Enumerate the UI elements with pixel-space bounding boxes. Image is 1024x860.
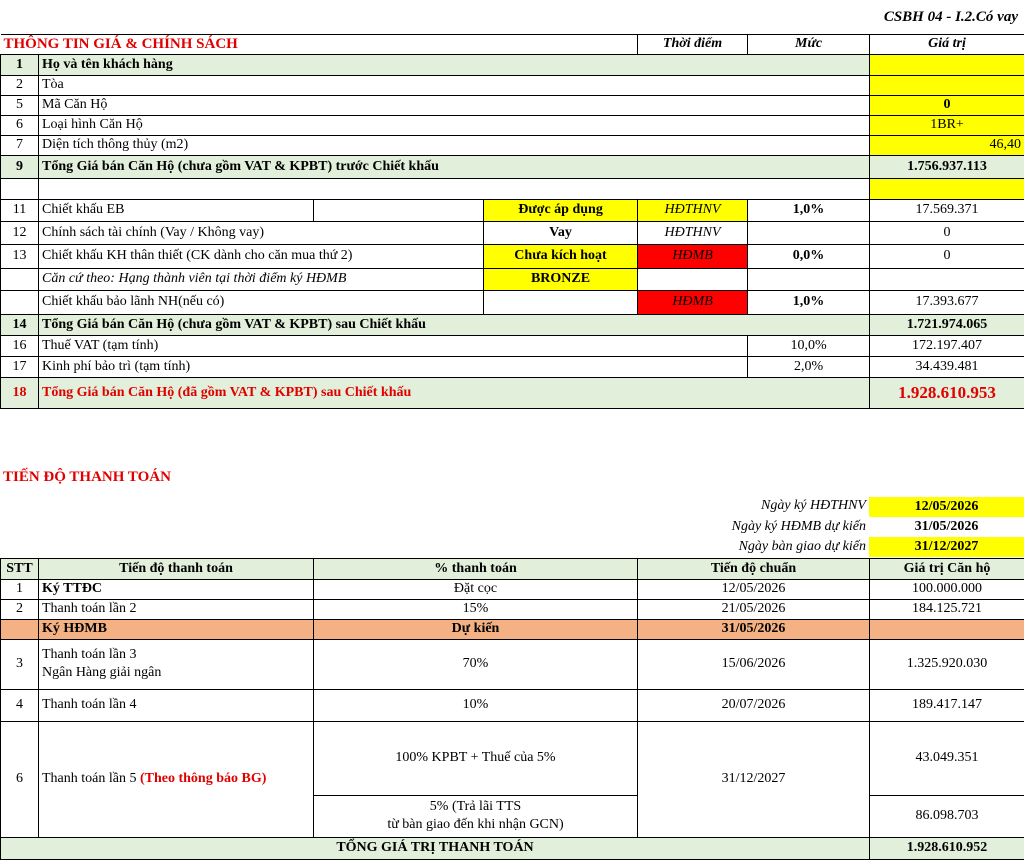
area-value[interactable]: 46,40 [870,136,1024,156]
contract-date-label: Ngày ký HĐMB dự kiến [731,519,866,534]
total-price-value: 1.928.610.953 [870,378,1024,409]
row-price-after: 14 Tổng Giá bán Căn Hộ (chưa gồm VAT & KPBT) sau Chiết khấu 1.721.974.065 [1,315,1024,336]
header-value: Giá trị [870,35,1024,55]
row-finance-policy: 12 Chính sách tài chính (Vay / Không vay) Vay HĐTHNV 0 [1,222,1024,245]
payment-total-row: TỔNG GIÁ TRỊ THANH TOÁN 1.928.610.952 [1,838,1024,860]
row-customer: 1 Họ và tên khách hàng [1,55,1024,76]
eb-status[interactable]: Được áp dụng [484,200,638,222]
row-bank-guarantee: Chiết khấu bảo lãnh NH(nếu có) HĐMB 1,0% 17.393.677 [1,291,1024,315]
price-policy-table [0,34,1024,409]
unit-code-value[interactable]: 0 [870,96,1024,116]
payment-schedule-table [0,558,1024,860]
row-unit-type: 6 Loại hình Căn Hộ 1BR+ [1,116,1024,136]
row-tower: 2 Tòa [1,76,1024,96]
row-total-price: 18 Tổng Giá bán Căn Hộ (đã gồm VAT & KPBT) sau Chiết khấu 1.928.610.953 [1,378,1024,409]
row-maintenance: 17 Kinh phí bảo trì (tạm tính) 2,0% 34.439.481 [1,357,1024,378]
payment-row-6b: 5% (Trả lãi TTS từ bàn giao đến khi nhận GCN) 86.098.703 [1,796,1024,838]
row-blank [1,179,1024,200]
sign-date-value[interactable]: 12/05/2026 [869,497,1024,517]
payment-row-1: 1 Ký TTĐC Đặt cọc 12/05/2026 100.000.000 [1,580,1024,600]
row-membership: Căn cứ theo: Hạng thành viên tại thời điểm ký HĐMB BRONZE [1,269,1024,291]
row-vat: 16 Thuế VAT (tạm tính) 10,0% 172.197.407 [1,336,1024,357]
row-price-before: 9 Tổng Giá bán Căn Hộ (chưa gồm VAT & KPBT) trước Chiết khấu 1.756.937.113 [1,156,1024,179]
price-after-value: 1.721.974.065 [870,315,1024,336]
contract-date-value: 31/05/2026 [914,519,979,534]
tower-value[interactable] [870,76,1024,96]
payment-row-6a: 6 Thanh toán lần 5 (Theo thông báo BG) 100% KPBT + Thuế của 5% 31/12/2027 43.049.351 [1,722,1024,796]
payment-row-2: 2 Thanh toán lần 2 15% 21/05/2026 184.125.721 [1,600,1024,620]
eb-time: HĐTHNV [638,200,748,222]
handover-date-value[interactable]: 31/12/2027 [869,537,1024,557]
finance-status[interactable]: Vay [484,222,638,245]
sign-date-label: Ngày ký HĐTHNV [761,498,866,513]
row-unit-code: 5 Mã Căn Hộ 0 [1,96,1024,116]
customer-name-value[interactable] [870,55,1024,76]
row-eb-discount: 11 Chiết khấu EB Được áp dụng HĐTHNV 1,0% 17.569.371 [1,200,1024,222]
document-code: CSBH 04 - I.2.Có vay [883,9,1018,25]
handover-date-label: Ngày bàn giao dự kiến [738,539,866,554]
header-level: Mức [748,35,870,55]
customer-name-label: Họ và tên khách hàng [39,55,870,76]
payment-row-contract: Ký HĐMB Dự kiến 31/05/2026 [1,620,1024,640]
row-loyalty: 13 Chiết khấu KH thân thiết (CK dành cho căn mua thứ 2) Chưa kích hoạt HĐMB 0,0% 0 [1,245,1024,269]
payment-row-3: 3 Thanh toán lần 3 Ngân Hàng giải ngân 70% 15/06/2026 1.325.920.030 [1,640,1024,690]
membership-tier[interactable]: BRONZE [484,269,638,291]
payment-header-row: STT Tiến độ thanh toán % thanh toán Tiến độ chuẩn Giá trị Căn hộ [1,559,1024,580]
price-before-value: 1.756.937.113 [870,156,1024,179]
section-title-payment: TIẾN ĐỘ THANH TOÁN [3,469,171,485]
loyalty-time: HĐMB [638,245,748,269]
payment-row-4: 4 Thanh toán lần 4 10% 20/07/2026 189.417.147 [1,690,1024,722]
guarantee-time: HĐMB [638,291,748,315]
loyalty-status[interactable]: Chưa kích hoạt [484,245,638,269]
header-time: Thời điểm [638,35,748,55]
payment-total-value: 1.928.610.952 [870,838,1024,860]
unit-type-value[interactable]: 1BR+ [870,116,1024,136]
section-title-price: THÔNG TIN GIÁ & CHÍNH SÁCH [1,35,638,55]
row-area: 7 Diện tích thông thủy (m2) 46,40 [1,136,1024,156]
